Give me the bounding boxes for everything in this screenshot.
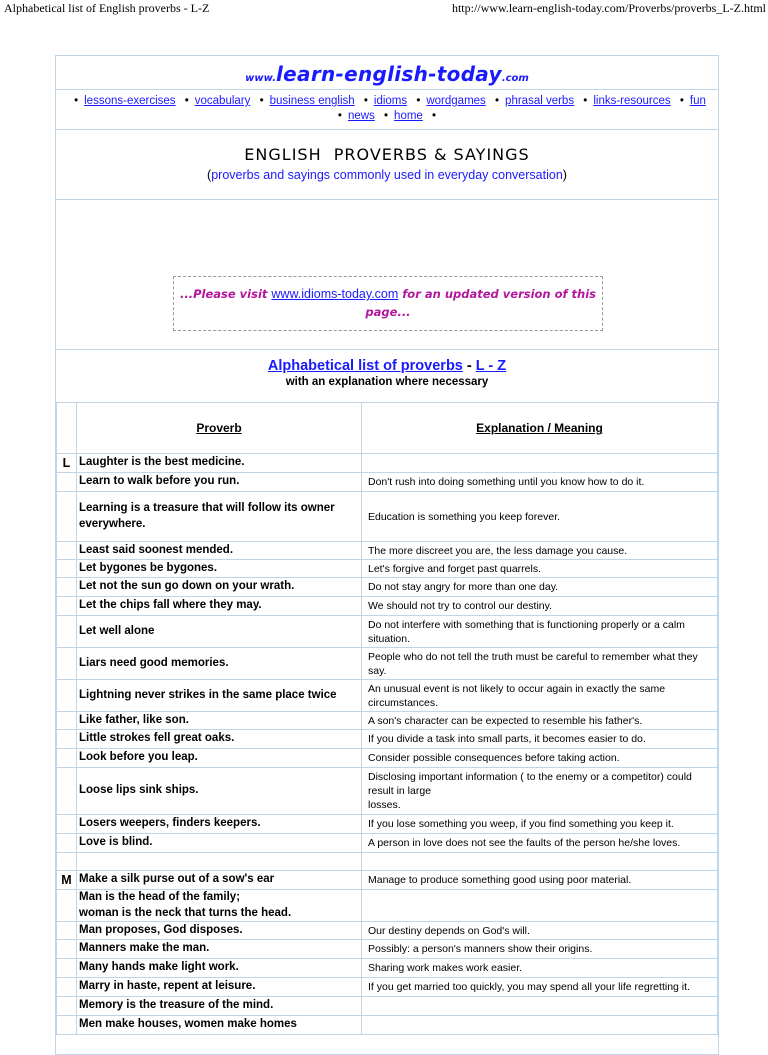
explanation-cell: [362, 1016, 718, 1035]
proverb-cell: Little strokes fell great oaks.: [77, 730, 362, 749]
notice-text-after: for an updated version of this page...: [365, 287, 596, 319]
print-header-url: http://www.learn-english-today.com/Proverbs/proverbs_L-Z.html: [451, 1, 766, 15]
update-notice: [173, 276, 603, 331]
nav-bar: • lessons-exercises • vocabulary • business english • idioms • wordgames • phrasal verbs • links-resources • fun • news • home •: [56, 90, 718, 130]
proverb-cell: Man is the head of the family; woman is the neck that turns the head.: [77, 890, 362, 922]
table-row: [57, 542, 718, 560]
table-row: [57, 578, 718, 597]
table-row: [57, 997, 718, 1016]
explanation-cell: [362, 890, 718, 922]
list-subheading: with an explanation where necessary: [285, 376, 489, 388]
list-heading-band: [56, 350, 718, 402]
logo-name: learn-english-today: [276, 62, 502, 86]
explanation-cell: [362, 853, 718, 871]
l-z-link[interactable]: L - Z: [475, 358, 507, 374]
table-row: [57, 815, 718, 834]
proverb-cell: Manners make the man.: [77, 940, 362, 959]
table-row: [57, 648, 718, 680]
explanation-cell: The more discreet you are, the less damage you cause.: [362, 542, 718, 560]
explanation-cell: We should not try to control our destiny.: [362, 597, 718, 616]
print-header: [0, 0, 768, 16]
proverb-cell: Like father, like son.: [77, 712, 362, 730]
proverb-cell: Let not the sun go down on your wrath.: [77, 578, 362, 597]
explanation-cell: If you get married too quickly, you may spend all your life regretting it.: [362, 978, 718, 997]
proverb-cell: Least said soonest mended.: [77, 542, 362, 560]
page-frame: [55, 55, 719, 1055]
table-row: [57, 454, 718, 473]
section-letter: [57, 492, 77, 542]
table-row: [57, 749, 718, 768]
page-subtitle: (proverbs and sayings commonly used in everyday conversation): [207, 168, 567, 182]
section-letter: [57, 853, 77, 871]
explanation-cell: Education is something you keep forever.: [362, 492, 718, 542]
explanation-cell: Consider possible consequences before taking action.: [362, 749, 718, 768]
nav-link-phrasal-verbs[interactable]: phrasal verbs: [505, 95, 575, 107]
table-row: [57, 922, 718, 940]
section-letter: [57, 890, 77, 922]
explanation-cell: A person in love does not see the faults of the person he/she loves.: [362, 834, 718, 853]
explanation-cell: Manage to produce something good using poor material.: [362, 871, 718, 890]
page-title: ENGLISH PROVERBS & SAYINGS: [244, 145, 530, 164]
section-letter: [57, 768, 77, 815]
proverb-cell: Learn to walk before you run.: [77, 473, 362, 492]
explanation-cell: Do not interfere with something that is functioning properly or a calm situation.: [362, 616, 718, 648]
section-letter: [57, 1016, 77, 1035]
section-letter: [57, 834, 77, 853]
explanation-cell: Don't rush into doing something until you know how to do it.: [362, 473, 718, 492]
table-header-row: [57, 403, 718, 454]
proverb-cell: Man proposes, God disposes.: [77, 922, 362, 940]
explanation-cell: Disclosing important information ( to the enemy or a competitor) could result in large losses.: [362, 768, 718, 815]
explanation-cell: Do not stay angry for more than one day.: [362, 578, 718, 597]
proverb-cell: Love is blind.: [77, 834, 362, 853]
idioms-today-link[interactable]: www.idioms-today.com: [271, 287, 399, 301]
section-letter: [57, 749, 77, 768]
proverb-cell: Learning is a treasure that will follow its owner everywhere.: [77, 492, 362, 542]
table-row: [57, 597, 718, 616]
section-letter: [57, 680, 77, 712]
site-logo[interactable]: [245, 62, 529, 86]
section-letter: [57, 730, 77, 749]
table-row: [57, 560, 718, 578]
table-row: [57, 492, 718, 542]
explanation-cell: A son's character can be expected to resemble his father's.: [362, 712, 718, 730]
table-row: [57, 730, 718, 749]
nav-link-home[interactable]: home: [394, 110, 423, 122]
proverb-cell: Look before you leap.: [77, 749, 362, 768]
section-letter: [57, 997, 77, 1016]
logo-prefix: www.: [245, 73, 276, 84]
title-band: [56, 130, 718, 200]
proverb-cell: Liars need good memories.: [77, 648, 362, 680]
proverb-cell: Many hands make light work.: [77, 959, 362, 978]
alphabetical-list-link[interactable]: Alphabetical list of proverbs: [267, 358, 463, 374]
section-letter: [57, 578, 77, 597]
explanation-cell: People who do not tell the truth must be careful to remember what they say.: [362, 648, 718, 680]
section-letter: [57, 542, 77, 560]
proverb-cell: Let bygones be bygones.: [77, 560, 362, 578]
nav-link-vocabulary[interactable]: vocabulary: [194, 95, 251, 107]
explanation-cell: If you divide a task into small parts, it becomes easier to do.: [362, 730, 718, 749]
explanation-cell: [362, 997, 718, 1016]
explanation-cell: If you lose something you weep, if you find something you keep it.: [362, 815, 718, 834]
letter-header: [57, 403, 77, 454]
table-row: [57, 712, 718, 730]
table-row: [57, 1016, 718, 1035]
proverb-cell: Laughter is the best medicine.: [77, 454, 362, 473]
nav-link-fun[interactable]: fun: [689, 95, 706, 107]
proverb-cell: Make a silk purse out of a sow's ear: [77, 871, 362, 890]
explanation-cell: Let's forgive and forget past quarrels.: [362, 560, 718, 578]
table-row: [57, 768, 718, 815]
explanation-cell: An unusual event is not likely to occur again in exactly the same circumstances.: [362, 680, 718, 712]
logo-band: [56, 56, 718, 90]
proverb-cell: Lightning never strikes in the same place twice: [77, 680, 362, 712]
explanation-column-header: Explanation / Meaning: [362, 403, 718, 454]
section-letter: L: [57, 454, 77, 473]
section-letter: [57, 597, 77, 616]
section-letter: [57, 940, 77, 959]
proverb-cell: Loose lips sink ships.: [77, 768, 362, 815]
proverb-column-header: Proverb: [77, 403, 362, 454]
table-row: [57, 834, 718, 853]
proverb-cell: Marry in haste, repent at leisure.: [77, 978, 362, 997]
proverb-cell: Men make houses, women make homes: [77, 1016, 362, 1035]
section-letter: [57, 473, 77, 492]
nav-link-idioms[interactable]: idioms: [373, 95, 408, 107]
section-letter: [57, 978, 77, 997]
section-letter: M: [57, 871, 77, 890]
nav-link-links-resources[interactable]: links-resources: [593, 95, 671, 107]
table-row: [57, 680, 718, 712]
table-row: [57, 959, 718, 978]
table-row: [57, 890, 718, 922]
table-row: [57, 871, 718, 890]
section-letter: [57, 648, 77, 680]
section-letter: [57, 959, 77, 978]
proverb-cell: Losers weepers, finders keepers.: [77, 815, 362, 834]
proverb-cell: [77, 853, 362, 871]
proverbs-table: [56, 402, 718, 1035]
print-header-title: Alphabetical list of English proverbs - L-Z: [4, 1, 210, 15]
explanation-cell: Possibly: a person's manners show their origins.: [362, 940, 718, 959]
table-row: [57, 853, 718, 871]
list-heading: Alphabetical list of proverbs - L - Z: [267, 358, 507, 374]
explanation-cell: [362, 454, 718, 473]
logo-suffix: .com: [501, 73, 529, 84]
proverb-cell: Let well alone: [77, 616, 362, 648]
section-letter: [57, 616, 77, 648]
proverbs-table-body: [57, 454, 718, 1035]
section-letter: [57, 922, 77, 940]
nav-link-lessons-exercises[interactable]: lessons-exercises: [84, 95, 176, 107]
section-letter: [57, 712, 77, 730]
notice-text-before: ...Please visit: [179, 287, 272, 301]
nav-link-news[interactable]: news: [347, 110, 375, 122]
table-row: [57, 473, 718, 492]
proverb-cell: Memory is the treasure of the mind.: [77, 997, 362, 1016]
nav-link-business-english[interactable]: business english: [269, 95, 355, 107]
notice-band: [56, 200, 718, 350]
nav-link-wordgames[interactable]: wordgames: [426, 95, 486, 107]
section-letter: [57, 560, 77, 578]
proverb-cell: Let the chips fall where they may.: [77, 597, 362, 616]
table-row: [57, 616, 718, 648]
explanation-cell: Sharing work makes work easier.: [362, 959, 718, 978]
section-letter: [57, 815, 77, 834]
table-row: [57, 940, 718, 959]
table-row: [57, 978, 718, 997]
explanation-cell: Our destiny depends on God's will.: [362, 922, 718, 940]
